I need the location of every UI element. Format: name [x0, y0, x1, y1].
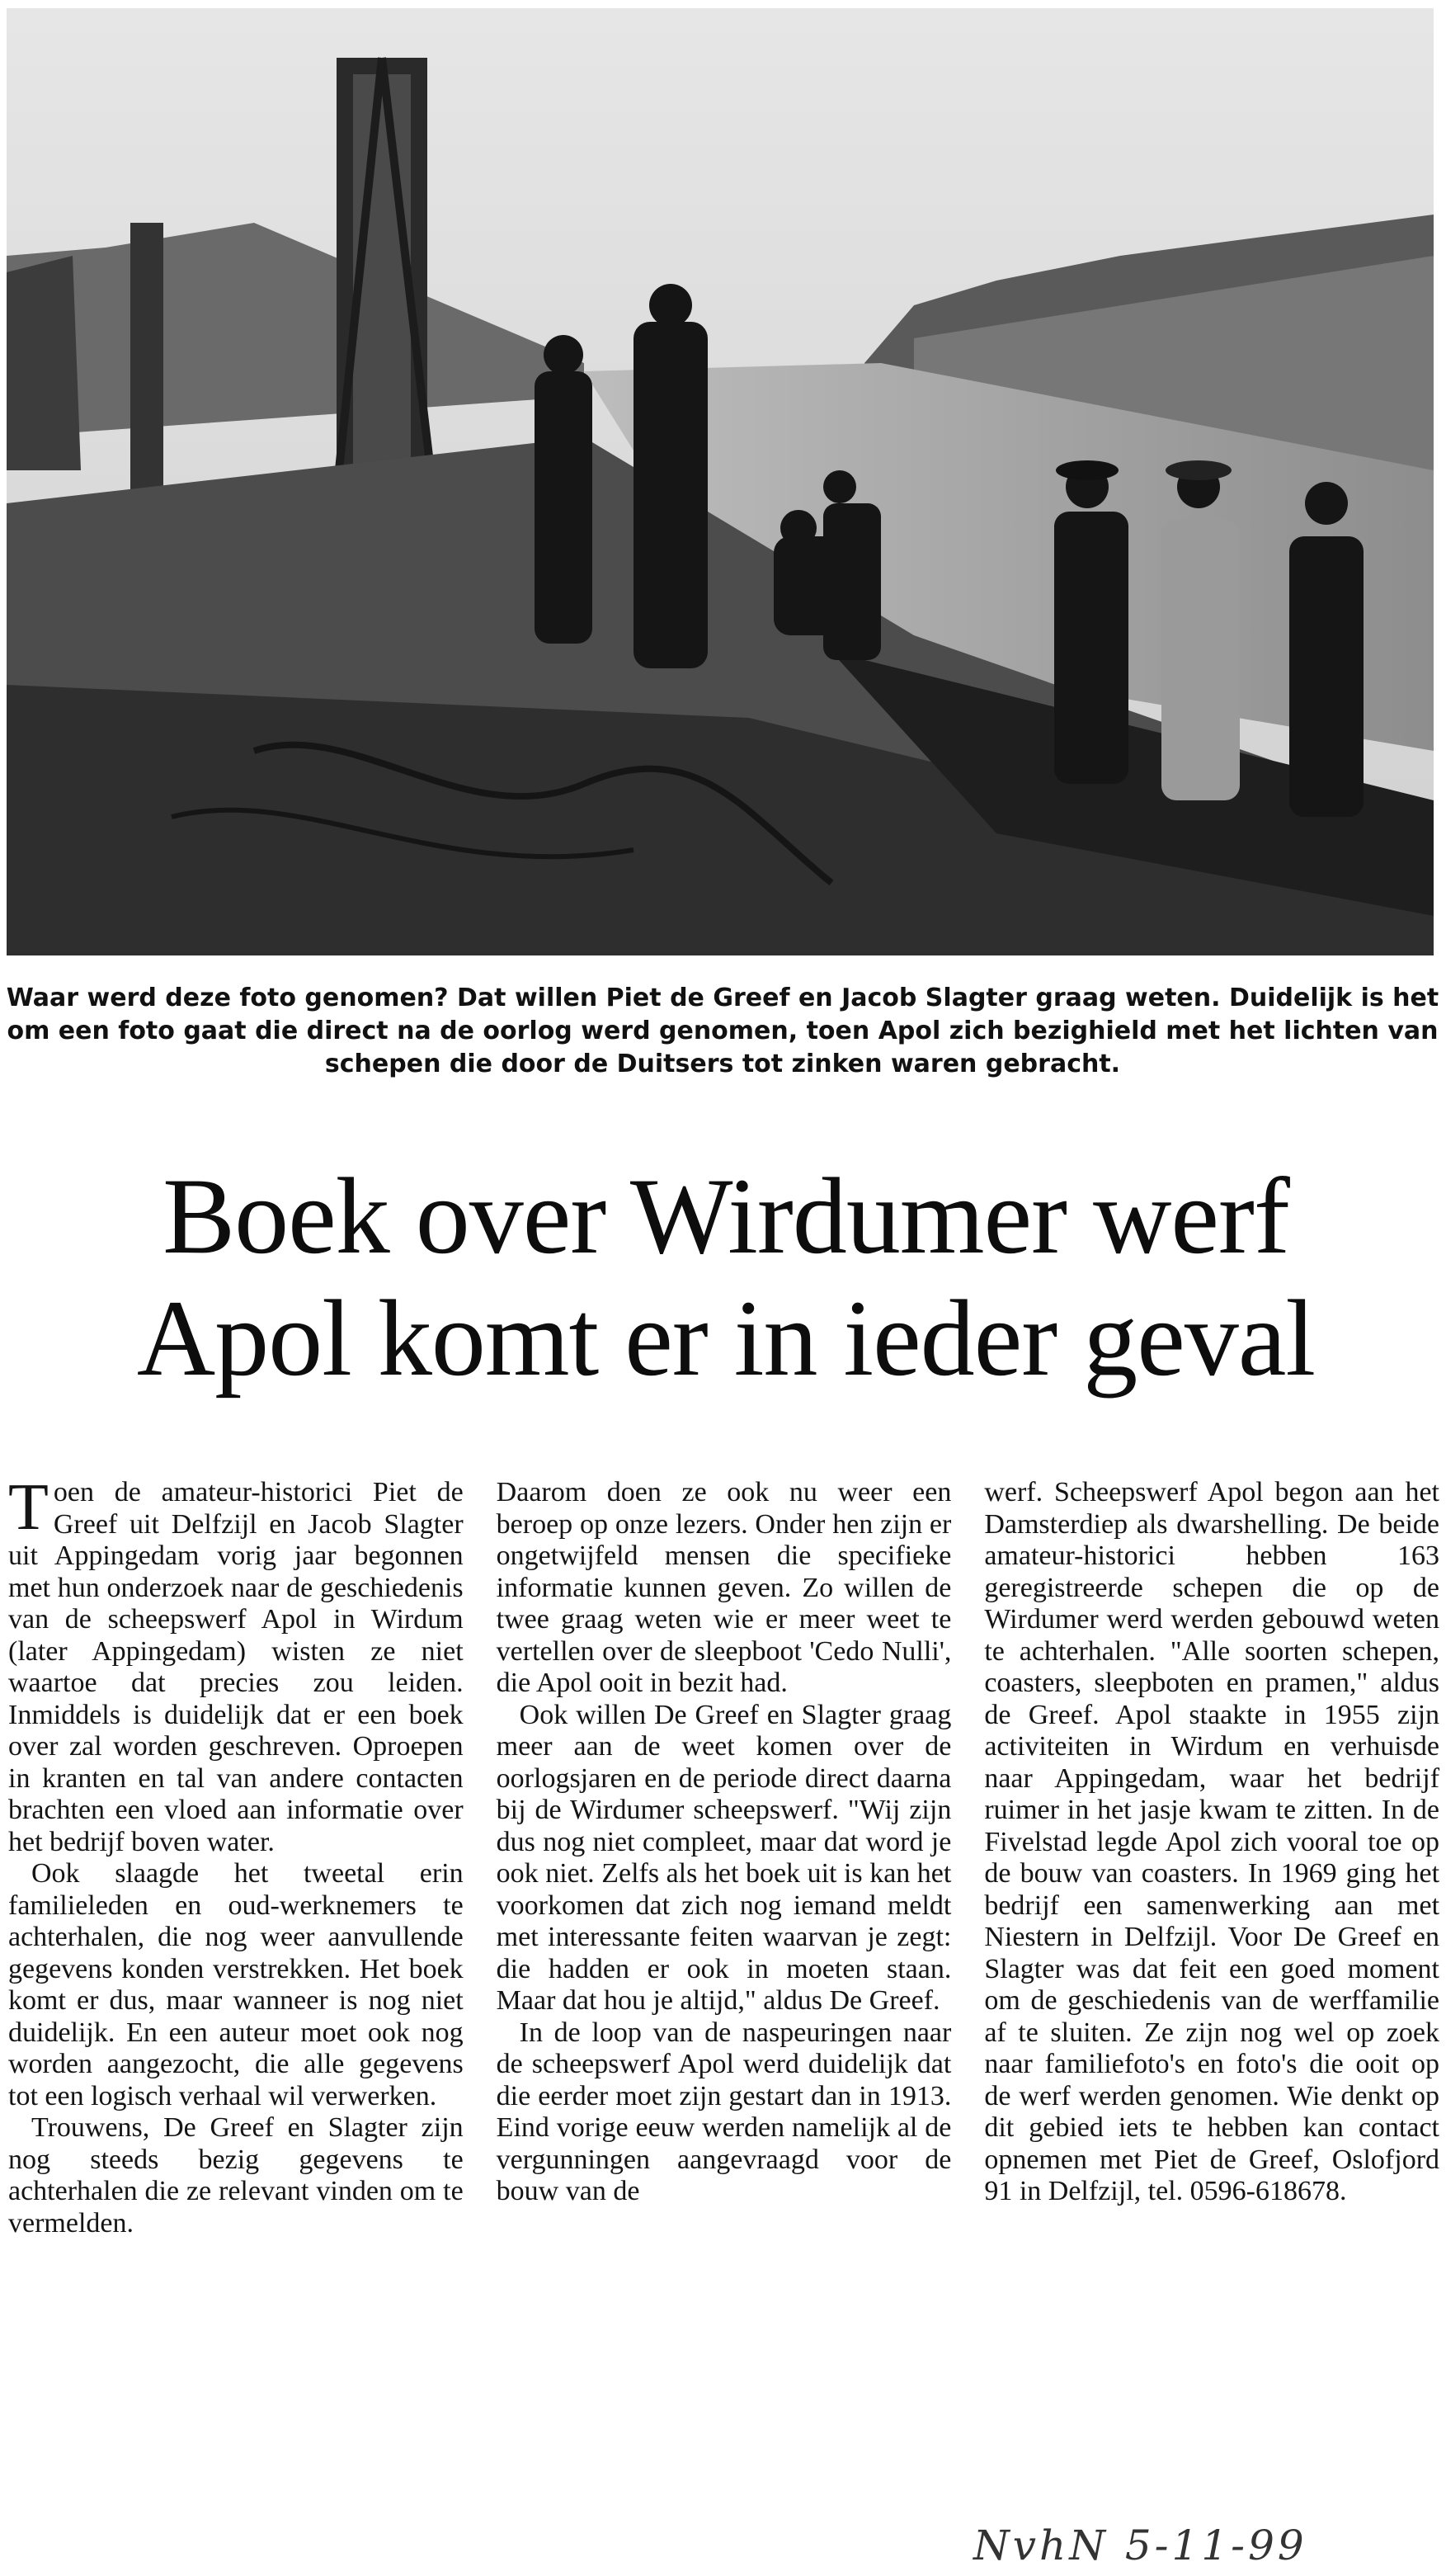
headline [16, 1155, 1435, 1399]
article-column-1 [8, 1471, 464, 2508]
article-body [8, 1471, 1440, 2508]
article-paragraph: Ook slaagde het tweetal erin familieleden en oud-werknemers te achterhalen, die nog weer aanvullende gegevens konden verstrekken. Het boek komt er dus, maar wanneer is nog niet duidelijk. En een auteur moet ook nog worden aangezocht, die alle gegevens tot een logisch verhaal wil verwerken. [8, 1858, 464, 2111]
article-paragraph [8, 1471, 464, 1858]
news-photo [7, 8, 1434, 955]
article-paragraph: In de loop van de naspeuringen naar de scheepswerf Apol werd duidelijk dat die eerder moet zijn gestart dan in 1913. Eind vorige eeuw werden namelijk al de vergunningen aangevraagd voor de bouw van de [496, 2017, 952, 2206]
article-column-3 [984, 1477, 1439, 2508]
article-paragraph: Trouwens, De Greef en Slagter zijn nog steeds bezig gegevens te achterhalen die ze relevant vinden om te vermelden. [8, 2112, 464, 2239]
paragraph-text: oen de amateur-historici Piet de Greef uit Delfzijl en Jacob Slagter uit Appingedam vorig jaar begonnen met hun onderzoek naar de geschiedenis van de scheepswerf Apol in Wirdum (later Appingedam) wisten ze niet waartoe dat precies zou leiden. Inmiddels is duidelijk dat er een boek over zal worden geschreven. Oproepen in kranten en tal van andere contacten brachten een vloed aan informatie over het bedrijf boven water. [8, 1477, 464, 1857]
headline-line-2: Apol komt er in ieder geval [136, 1277, 1316, 1399]
article-column-2 [497, 1477, 952, 2508]
article-paragraph: Ook willen De Greef en Slagter graag meer aan de weet komen over de oorlogsjaren en de periode direct daarna bij de Wirdumer scheepswerf. "Wij zijn dus nog niet compleet, maar dat word je ook niet. Zelfs als het boek uit is kan het voorkomen dat zich nog iemand meldt met interessante feiten waarvan je zegt: die hadden er ook in moeten staan. Maar dat hou je altijd," aldus De Greef. [496, 1699, 952, 2016]
article-paragraph: werf. Scheepswerf Apol begon aan het Damsterdiep als dwarshelling. De beide amateur-historici hebben 163 geregistreerde schepen die op de Wirdumer werd werden gebouwd weten te achterhalen. "Alle soorten schepen, coasters, sleepboten en pramen," aldus de Greef. Apol staakte in 1955 zijn activiteiten in Wirdum en verhuisde naar Appingedam, waar het bedrijf ruimer in het jasje kwam te zitten. In de Fivelstad legde Apol zich vooral toe op de bouw van coasters. In 1969 ging het bedrijf een samenwerking aan met Niestern in Delfzijl. Voor De Greef en Slagter was dat feit een goed moment om de geschiedenis van de werffamilie af te sluiten. Ze zijn nog wel op zoek naar familiefoto's en foto's die ooit op de werf werden genomen. Wie denkt op dit gebied iets te hebben kan contact opnemen met Piet de Greef, Oslofjord 91 in Delfzijl, tel. 0596-618678. [984, 1477, 1440, 2206]
photo-illustration [7, 8, 1434, 955]
photo-caption: Waar werd deze foto genomen? Dat willen Piet de Greef en Jacob Slagter graag weten. Duidelijk is het om een foto gaat die direct na de oorlog werd genomen, toen Apol zich bezighield met het lichten van schepen die door de Duitsers tot zinken waren gebracht. [6, 984, 1439, 1078]
article-paragraph: Daarom doen ze ook nu weer een beroep op onze lezers. Onder hen zijn er ongetwijfeld mensen die specifieke informatie kunnen geven. Zo willen de twee graag weten wie er meer weet te vertellen over de sleepboot 'Cedo Nulli', die Apol ooit in bezit had. [496, 1477, 952, 1698]
handwritten-source-note: NvhN 5-11-99 [973, 2522, 1307, 2569]
drop-cap: T [8, 1471, 49, 1544]
headline-line-1: Boek over Wirdumer werf [162, 1155, 1289, 1276]
